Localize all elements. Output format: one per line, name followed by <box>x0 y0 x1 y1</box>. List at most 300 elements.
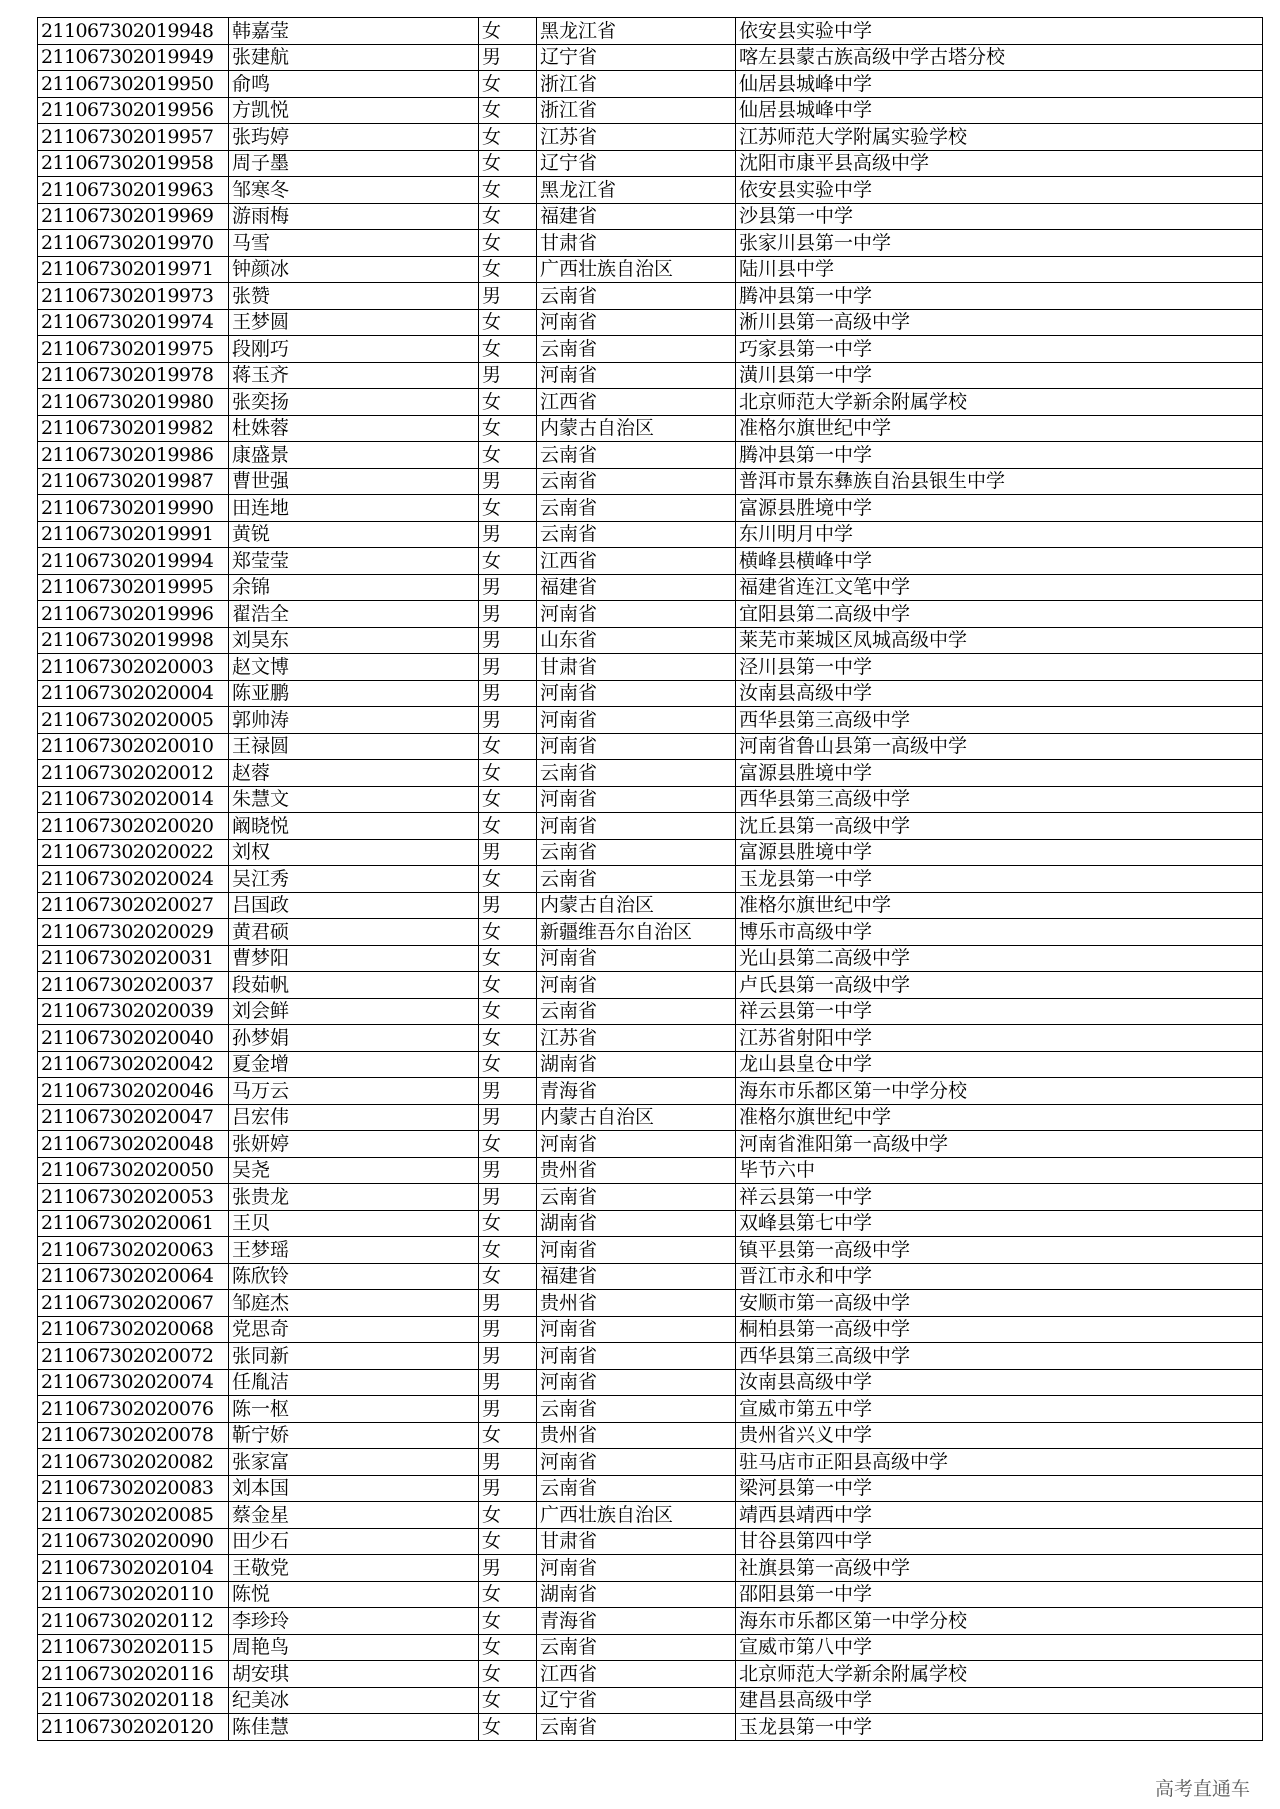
name-cell: 田少石 <box>229 1528 479 1555</box>
name-cell: 张同新 <box>229 1343 479 1370</box>
exam-id-cell: 211067302019950 <box>38 71 229 98</box>
school-cell: 泾川县第一中学 <box>736 654 1263 681</box>
exam-id-cell: 211067302020005 <box>38 707 229 734</box>
gender-cell: 男 <box>479 1078 537 1105</box>
exam-id-cell: 211067302020115 <box>38 1634 229 1661</box>
exam-id-cell: 211067302020050 <box>38 1157 229 1184</box>
school-cell: 毕节六中 <box>736 1157 1263 1184</box>
province-cell: 云南省 <box>537 336 736 363</box>
province-cell: 云南省 <box>537 468 736 495</box>
school-cell: 贵州省兴义中学 <box>736 1422 1263 1449</box>
exam-id-cell: 211067302020012 <box>38 760 229 787</box>
name-cell: 纪美冰 <box>229 1687 479 1714</box>
table-row <box>38 1555 1263 1582</box>
gender-cell: 女 <box>479 442 537 469</box>
gender-cell: 女 <box>479 998 537 1025</box>
province-cell: 新疆维吾尔自治区 <box>537 919 736 946</box>
province-cell: 浙江省 <box>537 71 736 98</box>
table-row <box>38 203 1263 230</box>
province-cell: 湖南省 <box>537 1210 736 1237</box>
table-row <box>38 707 1263 734</box>
province-cell: 河南省 <box>537 1131 736 1158</box>
exam-id-cell: 211067302020112 <box>38 1608 229 1635</box>
name-cell: 马雪 <box>229 230 479 257</box>
province-cell: 福建省 <box>537 203 736 230</box>
name-cell: 赵蓉 <box>229 760 479 787</box>
province-cell: 云南省 <box>537 442 736 469</box>
school-cell: 北京师范大学新余附属学校 <box>736 389 1263 416</box>
school-cell: 桐柏县第一高级中学 <box>736 1316 1263 1343</box>
table-row <box>38 733 1263 760</box>
name-cell: 蒋玉齐 <box>229 362 479 389</box>
gender-cell: 女 <box>479 866 537 893</box>
table-row <box>38 998 1263 1025</box>
name-cell: 周艳鸟 <box>229 1634 479 1661</box>
table-row <box>38 521 1263 548</box>
table-row <box>38 1316 1263 1343</box>
gender-cell: 男 <box>479 680 537 707</box>
gender-cell: 女 <box>479 124 537 151</box>
name-cell: 方凯悦 <box>229 97 479 124</box>
school-cell: 沈丘县第一高级中学 <box>736 813 1263 840</box>
province-cell: 江苏省 <box>537 124 736 151</box>
gender-cell: 女 <box>479 1025 537 1052</box>
gender-cell: 女 <box>479 1714 537 1741</box>
gender-cell: 女 <box>479 336 537 363</box>
school-cell: 海东市乐都区第一中学分校 <box>736 1608 1263 1635</box>
exam-id-cell: 211067302020003 <box>38 654 229 681</box>
province-cell: 青海省 <box>537 1608 736 1635</box>
province-cell: 福建省 <box>537 1263 736 1290</box>
name-cell: 吕宏伟 <box>229 1104 479 1131</box>
exam-id-cell: 211067302020076 <box>38 1396 229 1423</box>
table-row <box>38 442 1263 469</box>
gender-cell: 女 <box>479 18 537 45</box>
name-cell: 刘会鲜 <box>229 998 479 1025</box>
table-row <box>38 945 1263 972</box>
province-cell: 河南省 <box>537 601 736 628</box>
gender-cell: 男 <box>479 1449 537 1476</box>
gender-cell: 女 <box>479 71 537 98</box>
name-cell: 段刚巧 <box>229 336 479 363</box>
province-cell: 黑龙江省 <box>537 18 736 45</box>
exam-id-cell: 211067302020031 <box>38 945 229 972</box>
table-row <box>38 389 1263 416</box>
province-cell: 河南省 <box>537 1449 736 1476</box>
name-cell: 刘昊东 <box>229 627 479 654</box>
school-cell: 甘谷县第四中学 <box>736 1528 1263 1555</box>
watermark: 高考直通车 <box>1154 1778 1250 1800</box>
name-cell: 陈一枢 <box>229 1396 479 1423</box>
province-cell: 甘肃省 <box>537 230 736 257</box>
table-row <box>38 1687 1263 1714</box>
table-row <box>38 866 1263 893</box>
gender-cell: 男 <box>479 892 537 919</box>
school-cell: 江苏师范大学附属实验学校 <box>736 124 1263 151</box>
table-row <box>38 1396 1263 1423</box>
gender-cell: 男 <box>479 1290 537 1317</box>
table-row <box>38 1528 1263 1555</box>
school-cell: 准格尔旗世纪中学 <box>736 1104 1263 1131</box>
exam-id-cell: 211067302019980 <box>38 389 229 416</box>
province-cell: 江西省 <box>537 548 736 575</box>
province-cell: 江苏省 <box>537 1025 736 1052</box>
exam-id-cell: 211067302020064 <box>38 1263 229 1290</box>
exam-id-cell: 211067302019956 <box>38 97 229 124</box>
gender-cell: 女 <box>479 415 537 442</box>
province-cell: 辽宁省 <box>537 44 736 71</box>
exam-id-cell: 211067302020047 <box>38 1104 229 1131</box>
table-row <box>38 309 1263 336</box>
name-cell: 王梦瑶 <box>229 1237 479 1264</box>
school-cell: 普洱市景东彝族自治县银生中学 <box>736 468 1263 495</box>
name-cell: 郑莹莹 <box>229 548 479 575</box>
gender-cell: 女 <box>479 1661 537 1688</box>
table-row <box>38 680 1263 707</box>
name-cell: 胡安琪 <box>229 1661 479 1688</box>
gender-cell: 女 <box>479 177 537 204</box>
table-row <box>38 760 1263 787</box>
gender-cell: 男 <box>479 654 537 681</box>
exam-id-cell: 211067302020083 <box>38 1475 229 1502</box>
name-cell: 杜姝蓉 <box>229 415 479 442</box>
name-cell: 王敬党 <box>229 1555 479 1582</box>
table-row <box>38 1634 1263 1661</box>
school-cell: 西华县第三高级中学 <box>736 1343 1263 1370</box>
name-cell: 李珍玲 <box>229 1608 479 1635</box>
name-cell: 段茹帆 <box>229 972 479 999</box>
table-row <box>38 283 1263 310</box>
name-cell: 韩嘉莹 <box>229 18 479 45</box>
table-row <box>38 362 1263 389</box>
school-cell: 沙县第一中学 <box>736 203 1263 230</box>
exam-id-cell: 211067302020110 <box>38 1581 229 1608</box>
table-row <box>38 150 1263 177</box>
school-cell: 沈阳市康平县高级中学 <box>736 150 1263 177</box>
exam-id-cell: 211067302020074 <box>38 1369 229 1396</box>
province-cell: 河南省 <box>537 309 736 336</box>
school-cell: 祥云县第一中学 <box>736 1184 1263 1211</box>
exam-id-cell: 211067302020120 <box>38 1714 229 1741</box>
gender-cell: 男 <box>479 601 537 628</box>
province-cell: 湖南省 <box>537 1581 736 1608</box>
table-row <box>38 813 1263 840</box>
province-cell: 青海省 <box>537 1078 736 1105</box>
school-cell: 西华县第三高级中学 <box>736 786 1263 813</box>
school-cell: 西华县第三高级中学 <box>736 707 1263 734</box>
province-cell: 贵州省 <box>537 1157 736 1184</box>
gender-cell: 女 <box>479 1687 537 1714</box>
gender-cell: 男 <box>479 707 537 734</box>
province-cell: 河南省 <box>537 733 736 760</box>
name-cell: 康盛景 <box>229 442 479 469</box>
exam-id-cell: 211067302020053 <box>38 1184 229 1211</box>
table-row <box>38 124 1263 151</box>
exam-id-cell: 211067302019990 <box>38 495 229 522</box>
school-cell: 依安县实验中学 <box>736 177 1263 204</box>
name-cell: 曹世强 <box>229 468 479 495</box>
name-cell: 陈亚鹏 <box>229 680 479 707</box>
table-row <box>38 1581 1263 1608</box>
province-cell: 河南省 <box>537 813 736 840</box>
gender-cell: 女 <box>479 813 537 840</box>
name-cell: 张玙婷 <box>229 124 479 151</box>
province-cell: 河南省 <box>537 945 736 972</box>
exam-id-cell: 211067302020010 <box>38 733 229 760</box>
school-cell: 准格尔旗世纪中学 <box>736 892 1263 919</box>
table-row <box>38 1078 1263 1105</box>
name-cell: 邹庭杰 <box>229 1290 479 1317</box>
name-cell: 邹寒冬 <box>229 177 479 204</box>
school-cell: 准格尔旗世纪中学 <box>736 415 1263 442</box>
school-cell: 依安县实验中学 <box>736 18 1263 45</box>
school-cell: 张家川县第一中学 <box>736 230 1263 257</box>
table-row <box>38 1131 1263 1158</box>
school-cell: 北京师范大学新余附属学校 <box>736 1661 1263 1688</box>
gender-cell: 女 <box>479 1528 537 1555</box>
province-cell: 湖南省 <box>537 1051 736 1078</box>
exam-id-cell: 211067302019958 <box>38 150 229 177</box>
gender-cell: 男 <box>479 574 537 601</box>
gender-cell: 女 <box>479 760 537 787</box>
gender-cell: 男 <box>479 1316 537 1343</box>
school-cell: 宣威市第五中学 <box>736 1396 1263 1423</box>
admission-list-sheet <box>37 17 1262 1741</box>
exam-id-cell: 211067302020085 <box>38 1502 229 1529</box>
province-cell: 河南省 <box>537 1316 736 1343</box>
gender-cell: 女 <box>479 230 537 257</box>
province-cell: 河南省 <box>537 1343 736 1370</box>
school-cell: 腾冲县第一中学 <box>736 442 1263 469</box>
table-row <box>38 1157 1263 1184</box>
school-cell: 光山县第二高级中学 <box>736 945 1263 972</box>
exam-id-cell: 211067302020004 <box>38 680 229 707</box>
gender-cell: 男 <box>479 468 537 495</box>
table-row <box>38 1184 1263 1211</box>
table-row <box>38 230 1263 257</box>
name-cell: 阚晓悦 <box>229 813 479 840</box>
school-cell: 宜阳县第二高级中学 <box>736 601 1263 628</box>
table-row <box>38 18 1263 45</box>
gender-cell: 女 <box>479 309 537 336</box>
exam-id-cell: 211067302020116 <box>38 1661 229 1688</box>
gender-cell: 男 <box>479 283 537 310</box>
gender-cell: 女 <box>479 1237 537 1264</box>
school-cell: 腾冲县第一中学 <box>736 283 1263 310</box>
table-row <box>38 468 1263 495</box>
gender-cell: 女 <box>479 1051 537 1078</box>
table-row <box>38 256 1263 283</box>
table-row <box>38 786 1263 813</box>
province-cell: 河南省 <box>537 680 736 707</box>
exam-id-cell: 211067302019994 <box>38 548 229 575</box>
table-row <box>38 1422 1263 1449</box>
name-cell: 曹梦阳 <box>229 945 479 972</box>
school-cell: 汝南县高级中学 <box>736 680 1263 707</box>
exam-id-cell: 211067302020082 <box>38 1449 229 1476</box>
table-row <box>38 1263 1263 1290</box>
school-cell: 安顺市第一高级中学 <box>736 1290 1263 1317</box>
gender-cell: 女 <box>479 1608 537 1635</box>
exam-id-cell: 211067302019971 <box>38 256 229 283</box>
province-cell: 河南省 <box>537 707 736 734</box>
province-cell: 河南省 <box>537 1555 736 1582</box>
gender-cell: 女 <box>479 495 537 522</box>
gender-cell: 男 <box>479 1369 537 1396</box>
school-cell: 汝南县高级中学 <box>736 1369 1263 1396</box>
school-cell: 梁河县第一中学 <box>736 1475 1263 1502</box>
name-cell: 张贵龙 <box>229 1184 479 1211</box>
gender-cell: 女 <box>479 1263 537 1290</box>
table-row <box>38 972 1263 999</box>
exam-id-cell: 211067302020040 <box>38 1025 229 1052</box>
school-cell: 莱芜市莱城区凤城高级中学 <box>736 627 1263 654</box>
province-cell: 广西壮族自治区 <box>537 1502 736 1529</box>
table-row <box>38 654 1263 681</box>
province-cell: 云南省 <box>537 521 736 548</box>
table-row <box>38 71 1263 98</box>
gender-cell: 女 <box>479 945 537 972</box>
school-cell: 靖西县靖西中学 <box>736 1502 1263 1529</box>
gender-cell: 女 <box>479 1581 537 1608</box>
admission-table <box>37 17 1263 1741</box>
name-cell: 孙梦娟 <box>229 1025 479 1052</box>
province-cell: 云南省 <box>537 866 736 893</box>
gender-cell: 女 <box>479 1422 537 1449</box>
table-row <box>38 1502 1263 1529</box>
name-cell: 张家富 <box>229 1449 479 1476</box>
exam-id-cell: 211067302019969 <box>38 203 229 230</box>
exam-id-cell: 211067302020022 <box>38 839 229 866</box>
exam-id-cell: 211067302020024 <box>38 866 229 893</box>
name-cell: 靳宁娇 <box>229 1422 479 1449</box>
school-cell: 横峰县横峰中学 <box>736 548 1263 575</box>
gender-cell: 男 <box>479 1343 537 1370</box>
table-row <box>38 892 1263 919</box>
school-cell: 建昌县高级中学 <box>736 1687 1263 1714</box>
province-cell: 云南省 <box>537 760 736 787</box>
province-cell: 云南省 <box>537 283 736 310</box>
province-cell: 河南省 <box>537 362 736 389</box>
table-body <box>38 18 1263 1741</box>
name-cell: 游雨梅 <box>229 203 479 230</box>
name-cell: 夏金增 <box>229 1051 479 1078</box>
table-row <box>38 574 1263 601</box>
province-cell: 辽宁省 <box>537 150 736 177</box>
province-cell: 河南省 <box>537 1237 736 1264</box>
gender-cell: 男 <box>479 44 537 71</box>
name-cell: 陈佳慧 <box>229 1714 479 1741</box>
province-cell: 辽宁省 <box>537 1687 736 1714</box>
province-cell: 浙江省 <box>537 97 736 124</box>
school-cell: 社旗县第一高级中学 <box>736 1555 1263 1582</box>
exam-id-cell: 211067302020072 <box>38 1343 229 1370</box>
exam-id-cell: 211067302020046 <box>38 1078 229 1105</box>
exam-id-cell: 211067302019991 <box>38 521 229 548</box>
table-row <box>38 1210 1263 1237</box>
table-row <box>38 1608 1263 1635</box>
gender-cell: 女 <box>479 1131 537 1158</box>
gender-cell: 女 <box>479 786 537 813</box>
table-row <box>38 415 1263 442</box>
table-row <box>38 1104 1263 1131</box>
exam-id-cell: 211067302019978 <box>38 362 229 389</box>
gender-cell: 男 <box>479 1396 537 1423</box>
school-cell: 卢氏县第一高级中学 <box>736 972 1263 999</box>
school-cell: 富源县胜境中学 <box>736 495 1263 522</box>
table-row <box>38 839 1263 866</box>
school-cell: 邵阳县第一中学 <box>736 1581 1263 1608</box>
school-cell: 镇平县第一高级中学 <box>736 1237 1263 1264</box>
exam-id-cell: 211067302019974 <box>38 309 229 336</box>
exam-id-cell: 211067302020014 <box>38 786 229 813</box>
name-cell: 党思奇 <box>229 1316 479 1343</box>
name-cell: 钟颜冰 <box>229 256 479 283</box>
exam-id-cell: 211067302019996 <box>38 601 229 628</box>
province-cell: 福建省 <box>537 574 736 601</box>
exam-id-cell: 211067302020020 <box>38 813 229 840</box>
name-cell: 田连地 <box>229 495 479 522</box>
name-cell: 郭帅涛 <box>229 707 479 734</box>
exam-id-cell: 211067302019948 <box>38 18 229 45</box>
exam-id-cell: 211067302019957 <box>38 124 229 151</box>
table-row <box>38 44 1263 71</box>
school-cell: 龙山县皇仓中学 <box>736 1051 1263 1078</box>
name-cell: 王贝 <box>229 1210 479 1237</box>
exam-id-cell: 211067302019982 <box>38 415 229 442</box>
name-cell: 陈悦 <box>229 1581 479 1608</box>
gender-cell: 男 <box>479 839 537 866</box>
school-cell: 祥云县第一中学 <box>736 998 1263 1025</box>
school-cell: 海东市乐都区第一中学分校 <box>736 1078 1263 1105</box>
name-cell: 黄君硕 <box>229 919 479 946</box>
name-cell: 刘本国 <box>229 1475 479 1502</box>
gender-cell: 女 <box>479 389 537 416</box>
school-cell: 驻马店市正阳县高级中学 <box>736 1449 1263 1476</box>
province-cell: 广西壮族自治区 <box>537 256 736 283</box>
province-cell: 内蒙古自治区 <box>537 1104 736 1131</box>
exam-id-cell: 211067302020104 <box>38 1555 229 1582</box>
school-cell: 宣威市第八中学 <box>736 1634 1263 1661</box>
province-cell: 甘肃省 <box>537 654 736 681</box>
table-row <box>38 1369 1263 1396</box>
exam-id-cell: 211067302020068 <box>38 1316 229 1343</box>
exam-id-cell: 211067302019973 <box>38 283 229 310</box>
school-cell: 巧家县第一中学 <box>736 336 1263 363</box>
province-cell: 云南省 <box>537 1475 736 1502</box>
name-cell: 翟浩全 <box>229 601 479 628</box>
exam-id-cell: 211067302020037 <box>38 972 229 999</box>
table-row <box>38 919 1263 946</box>
gender-cell: 女 <box>479 1634 537 1661</box>
table-row <box>38 1051 1263 1078</box>
name-cell: 张奕扬 <box>229 389 479 416</box>
exam-id-cell: 211067302019986 <box>38 442 229 469</box>
exam-id-cell: 211067302020039 <box>38 998 229 1025</box>
school-cell: 晋江市永和中学 <box>736 1263 1263 1290</box>
table-row <box>38 1449 1263 1476</box>
gender-cell: 女 <box>479 548 537 575</box>
school-cell: 喀左县蒙古族高级中学古塔分校 <box>736 44 1263 71</box>
province-cell: 云南省 <box>537 1634 736 1661</box>
province-cell: 河南省 <box>537 786 736 813</box>
name-cell: 任胤洁 <box>229 1369 479 1396</box>
province-cell: 河南省 <box>537 972 736 999</box>
name-cell: 王禄圆 <box>229 733 479 760</box>
school-cell: 东川明月中学 <box>736 521 1263 548</box>
gender-cell: 女 <box>479 919 537 946</box>
province-cell: 河南省 <box>537 1369 736 1396</box>
